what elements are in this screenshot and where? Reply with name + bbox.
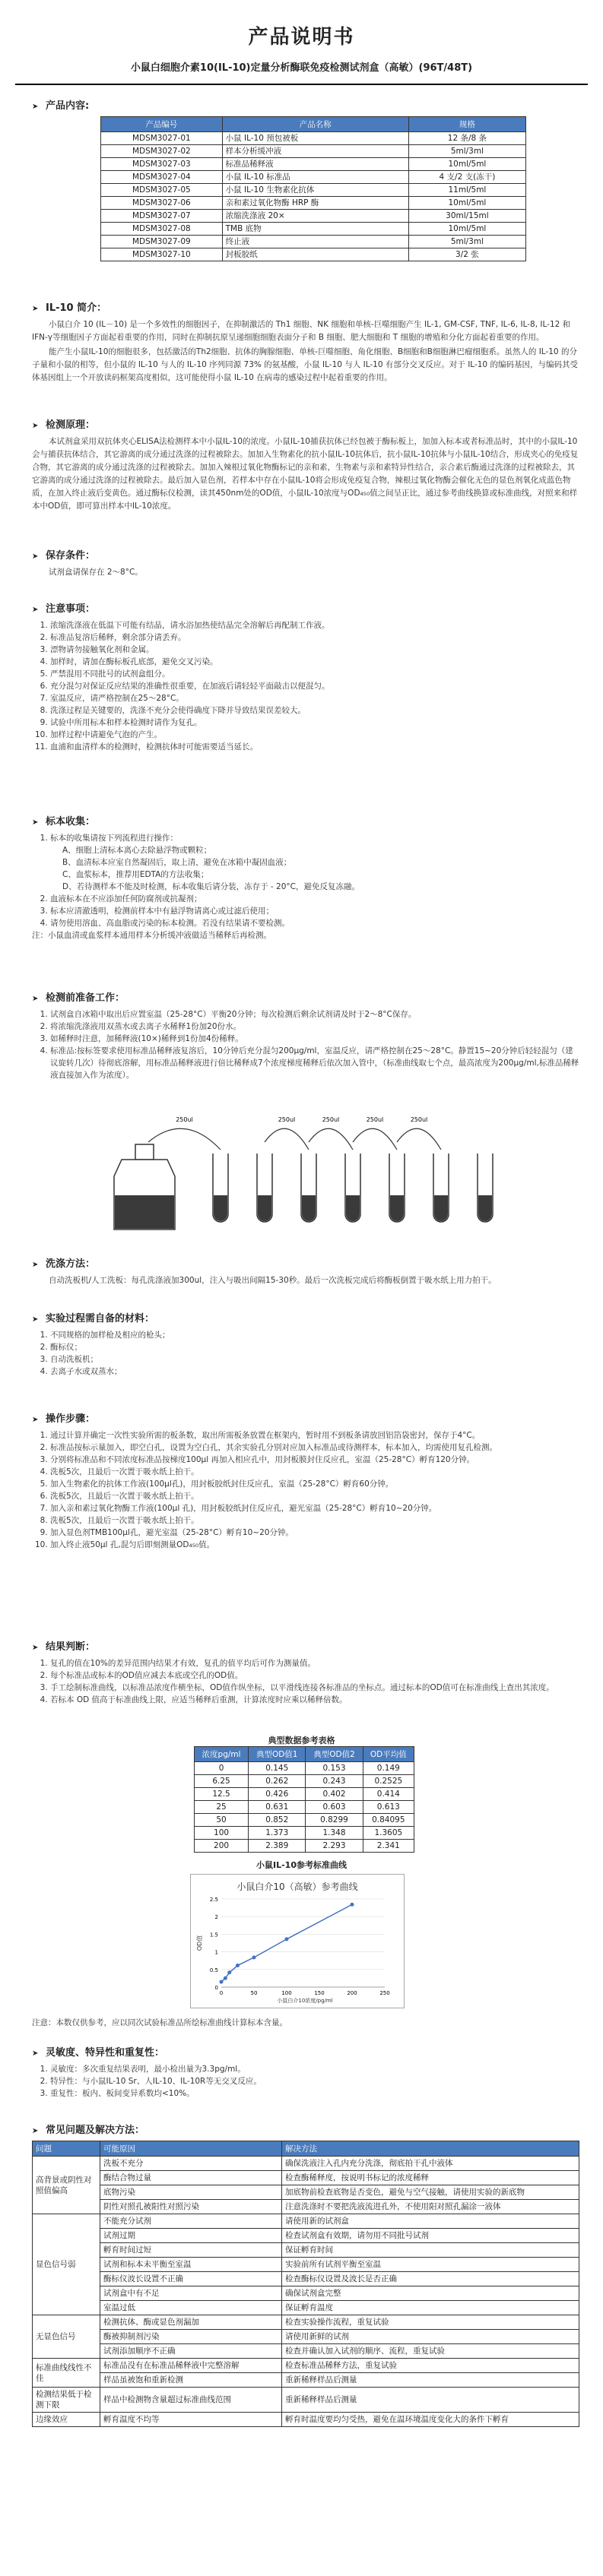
chart-x-tick-label: 0 xyxy=(219,1990,224,1996)
table-cell: 11ml/5ml xyxy=(408,184,525,197)
faq-cause-cell: 不能充分试剂 xyxy=(100,2214,282,2229)
list-item: 1. 标本的收集请按下列流程进行操作： A、细胞上清标本离心去除悬浮物或颗粒； B、血清标本应室自然凝固后，取上清，避免在冰箱中凝固血液； C、血浆标本，推荐用EDTA的方法收集； D、若待测样本不能及时检测，标本收集后请分装，冻存于 - 20°C，避免反复冻融。 xyxy=(50,832,579,893)
arrow-bullet-icon: ➤ xyxy=(32,422,39,430)
table-cell: 小鼠 IL-10 生物素化抗体 xyxy=(222,184,408,197)
storage-heading: ➤ 保存条件： xyxy=(32,550,96,562)
title-divider xyxy=(15,84,588,85)
table-cell: MDSM3027-03 xyxy=(101,158,223,171)
list-item: 3. 重复性：板内、板间变异系数均<10%。 xyxy=(50,2087,579,2100)
principle-paragraph: 本试剂盒采用双抗体夹心ELISA法检测样本中小鼠IL-10的浓度。小鼠IL-10捕获抗体已经包被于酶标板上，加加入标本或者标准品时，其中的小鼠IL-10会与捕获抗体结合，其它游离的成分通过洗涤的过程被除去。加加入生物素化的抗小鼠IL-10抗体后，抗小鼠IL-10抗体与小鼠IL-10结合，形成夹心的免疫复合物，其它游离的成分通过洗涤的过程被除去。加加入辣根过氧化物酶标记的亲和素，生物素与亲和素特异性结合，亲合素后酶通过洗涤的过程被除去，其它游离的成分通过洗涤的过程被除去。最后加入显色剂，若样本中存在小鼠IL-10将会形成免疫复合物，辣根过氧化物酶会催化无色的显色剂氧化成蓝色物质，在加入终止液后变黄色。通过酶标仪检测，读其450nm处的OD值，小鼠IL-10浓度与OD₄₅₀值之间呈正比，通过参考曲线换算或标准曲线，对照来和样本中OD值，即可算出样本中IL-10浓度。 xyxy=(32,437,579,511)
page-title: 产品说明书 xyxy=(248,26,355,49)
table-row xyxy=(101,132,526,145)
table-cell: 样本分析缓冲液 xyxy=(222,145,408,158)
list-item: 6. 充分混匀对保证反应结果的准确性很重要，在加液后请轻轻平面敲击以便混匀。 xyxy=(50,680,579,692)
faq-solution-cell: 重新稀释样品后测量 xyxy=(282,2373,579,2388)
faq-heading: ➤ 常见问题及解决方法： xyxy=(32,2125,145,2136)
collect-list xyxy=(32,832,579,929)
contents-section xyxy=(32,97,579,261)
arrow-bullet-icon: ➤ xyxy=(32,606,39,614)
product-table-header: 规格 xyxy=(408,117,525,132)
faq-problem-cell: 边缘效应 xyxy=(33,2413,100,2427)
list-item: 4. 加样时，请加在酶标板孔底部，避免交叉污染。 xyxy=(50,656,579,668)
list-item: 3. 如稀释时注意，加稀释液(10×)稀释到1份加4份稀释。 xyxy=(50,1033,579,1045)
tube-liquid xyxy=(302,1195,316,1221)
transfer-volume-label: 250ul xyxy=(176,1116,193,1123)
product-table xyxy=(100,116,526,261)
list-item: 3. 标本应清澈透明，检测前样本中有悬浮物请离心或过滤后使用； xyxy=(50,905,579,917)
intro-section xyxy=(32,299,579,386)
faq-cause-cell: 样品虽被饱和重新检测 xyxy=(100,2373,282,2388)
transfer-arrow xyxy=(397,1128,441,1150)
sensitivity-list xyxy=(32,2063,579,2100)
faq-table-header: 可能原因 xyxy=(100,2141,282,2157)
table-row xyxy=(33,2229,579,2243)
table-cell: TMB 底物 xyxy=(222,223,408,236)
table-cell: 1.373 xyxy=(249,1827,306,1840)
table-row xyxy=(33,2157,579,2171)
table-row xyxy=(33,2171,579,2185)
list-item: 2. 特异性：与小鼠IL-10 Sr、人IL-10、IL-10R等无交叉反应。 xyxy=(50,2075,579,2087)
arrow-bullet-icon: ➤ xyxy=(32,818,39,827)
faq-cause-cell: 酶结合物过量 xyxy=(100,2171,282,2185)
arrow-bullet-icon: ➤ xyxy=(32,995,39,1003)
table-row xyxy=(33,2344,579,2359)
table-row xyxy=(101,223,526,236)
table-row xyxy=(33,2388,579,2413)
table-cell: MDSM3027-01 xyxy=(101,132,223,145)
chart-note-wrap xyxy=(32,2017,579,2028)
results-list xyxy=(32,1657,579,1706)
table-row xyxy=(195,1788,414,1801)
table-row xyxy=(195,1775,414,1788)
table-row xyxy=(33,2286,579,2301)
arrow-bullet-icon: ➤ xyxy=(32,1315,39,1324)
faq-cause-cell: 试剂和标本未平衡至室温 xyxy=(100,2258,282,2272)
table-row xyxy=(101,145,526,158)
table-row xyxy=(195,1762,414,1775)
table-row xyxy=(101,197,526,210)
chart-xlabel: 小鼠白介10浓度/pg/ml xyxy=(277,1998,333,2004)
chart-y-tick-label: 0.5 xyxy=(209,1967,218,1973)
faq-solution-cell: 重新稀释样品后测量 xyxy=(282,2388,579,2413)
list-item: 4. 洗板5次，且最后一次置于吸水纸上拍干。 xyxy=(50,1466,579,1478)
faq-solution-cell: 检查实验操作流程，重复试验 xyxy=(282,2315,579,2330)
results-section xyxy=(32,1638,579,1706)
table-cell: MDSM3027-08 xyxy=(101,223,223,236)
table-cell: MDSM3027-09 xyxy=(101,236,223,248)
faq-cause-cell: 孵育温度不均等 xyxy=(100,2413,282,2427)
chart-ylabel: OD值 xyxy=(196,1935,203,1951)
transfer-volume-label: 250ul xyxy=(278,1116,296,1123)
table-row xyxy=(33,2214,579,2229)
table-cell: 5ml/3ml xyxy=(408,236,525,248)
faq-problem-cell: 标准曲线线性不佳 xyxy=(33,2359,100,2388)
std-table-caption: 典型数据参考表格 xyxy=(268,1736,335,1745)
sensitivity-section xyxy=(32,2044,579,2100)
table-row xyxy=(195,1801,414,1814)
contents-heading: ➤ 产品内容: xyxy=(32,100,90,112)
table-row xyxy=(195,1814,414,1827)
table-row xyxy=(33,2243,579,2258)
list-item: 2. 每个标准品或标本的OD值应减去本底或空孔的OD值。 xyxy=(50,1669,579,1682)
table-cell: 5ml/3ml xyxy=(408,145,525,158)
table-cell: 0.262 xyxy=(249,1775,306,1788)
table-row xyxy=(33,2373,579,2388)
transfer-arrow xyxy=(353,1128,397,1150)
arrow-bullet-icon: ➤ xyxy=(32,552,39,561)
faq-solution-cell: 加底物前检查底物是否变色，避免与空气接触，请使用实验的新底物 xyxy=(282,2185,579,2200)
chart-data-point xyxy=(351,1903,354,1907)
table-row xyxy=(33,2301,579,2315)
table-row xyxy=(101,158,526,171)
chart-x-tick-label: 200 xyxy=(347,1990,357,1996)
standard-curve-svg xyxy=(191,1875,404,2008)
faq-cause-cell: 试剂盒中有不足 xyxy=(100,2286,282,2301)
prep-list xyxy=(32,1008,579,1081)
table-row xyxy=(101,248,526,261)
table-row xyxy=(33,2200,579,2214)
transfer-volume-label: 250ul xyxy=(322,1116,340,1123)
chart-y-tick-label: 2.5 xyxy=(209,1897,218,1903)
list-item: 11. 血浦和血清样本的检测时，检测抗体时可能需要适当延长。 xyxy=(50,741,579,753)
list-item: 8. 洗板5次，且最后一次置于吸水纸上拍干。 xyxy=(50,1514,579,1527)
faq-problem-cell: 显色信号弱 xyxy=(33,2214,100,2315)
faq-problem-cell: 高背景或阴性对照值偏高 xyxy=(33,2157,100,2214)
faq-cause-cell: 试剂过期 xyxy=(100,2229,282,2243)
faq-cause-cell: 标准品没有在标准品稀释液中完整溶解 xyxy=(100,2359,282,2373)
table-cell: 0.852 xyxy=(249,1814,306,1827)
chart-y-tick-label: 1.5 xyxy=(209,1932,218,1938)
chart-data-point xyxy=(224,1976,227,1980)
list-item: 5. 加入生物素化的抗体工作液(100μl孔)，用封板胶纸封住反应孔，室温（25-28°C）孵育60分钟。 xyxy=(50,1478,579,1490)
wash-section xyxy=(32,1255,579,1289)
collect-section xyxy=(32,813,579,941)
table-cell: 12.5 xyxy=(195,1788,249,1801)
stock-bottle-icon xyxy=(114,1144,175,1229)
chart-x-tick-label: 50 xyxy=(250,1990,258,1996)
results-heading: ➤ 结果判断： xyxy=(32,1641,96,1653)
table-cell: 12 条/8 条 xyxy=(408,132,525,145)
chart-title: 小鼠白介10（高敏）参考曲线 xyxy=(236,1881,358,1892)
faq-solution-cell: 请使用新鲜的试剂 xyxy=(282,2330,579,2344)
steps-section xyxy=(32,1410,579,1551)
table-cell: 10ml/5ml xyxy=(408,223,525,236)
materials-section xyxy=(32,1310,579,1378)
chart-series-line xyxy=(221,1904,352,1982)
list-item: 2. 酶标仪； xyxy=(50,1341,579,1353)
table-cell: 0.2525 xyxy=(363,1775,414,1788)
table-cell: 终止液 xyxy=(222,236,408,248)
prep-section xyxy=(32,989,579,1081)
arrow-bullet-icon: ➤ xyxy=(32,2127,39,2135)
faq-solution-cell: 检查标准品稀释方法，重复试验 xyxy=(282,2359,579,2373)
table-cell: 0.8299 xyxy=(306,1814,363,1827)
faq-solution-cell: 确保洗液注入孔内充分洗涤，彻底拍干孔中液体 xyxy=(282,2157,579,2171)
list-item: 1. 灵敏度：多次重复结果表明，最小检出量为3.3pg/ml。 xyxy=(50,2063,579,2075)
list-item: 3. 漂物请勿接触氧化剂和金属。 xyxy=(50,644,579,656)
table-cell: 小鼠 IL-10 标准品 xyxy=(222,171,408,184)
table-row xyxy=(101,184,526,197)
table-row xyxy=(33,2413,579,2427)
std-table-header: OD平均值 xyxy=(363,1747,414,1762)
tube-liquid xyxy=(346,1195,360,1221)
table-cell: 10ml/5ml xyxy=(408,197,525,210)
list-item: 10. 加样过程中请避免气泡的产生。 xyxy=(50,729,579,741)
table-row xyxy=(101,236,526,248)
prep-heading: ➤ 检测前准备工作： xyxy=(32,992,125,1004)
list-item: 4. 去离子水或双蒸水； xyxy=(50,1366,579,1378)
sub-list-item: B、血清标本应室自然凝固后，取上清，避免在冰箱中凝固血液； xyxy=(62,858,292,867)
faq-solution-cell: 确保试剂盒完整 xyxy=(282,2286,579,2301)
table-cell: MDSM3027-05 xyxy=(101,184,223,197)
transfer-arrow xyxy=(309,1128,353,1150)
list-item: 3. 分别将标准品和不同浓度标准品按梯度100μl 再加入相应孔中，用封板膜封住反应孔，室温（25-28°C）孵育120分钟。 xyxy=(50,1454,579,1466)
faq-cause-cell: 检测抗体、酶或显色剂漏加 xyxy=(100,2315,282,2330)
storage-text: 试剂盒请保存在 2～8°C。 xyxy=(49,568,143,577)
table-cell: 200 xyxy=(195,1840,249,1853)
faq-cause-cell: 室温过低 xyxy=(100,2301,282,2315)
arrow-bullet-icon: ➤ xyxy=(32,1416,39,1424)
wash-heading: ➤ 洗涤方法： xyxy=(32,1258,96,1270)
tube-liquid xyxy=(258,1195,271,1221)
table-cell: MDSM3027-07 xyxy=(101,210,223,223)
table-cell: 10ml/5ml xyxy=(408,158,525,171)
principle-section xyxy=(32,416,579,514)
table-cell: 3/2 张 xyxy=(408,248,525,261)
list-item: 7. 加入亲和素过氧化物酶工作液(100μl 孔)，用封板胶纸封住反应孔，避光室温（25-28°C）孵育10~20分钟。 xyxy=(50,1502,579,1514)
storage-section xyxy=(32,547,579,581)
table-cell: 0.84095 xyxy=(363,1814,414,1827)
table-cell: 浓缩洗涤液 20× xyxy=(222,210,408,223)
table-cell: 0.145 xyxy=(249,1762,306,1775)
faq-cause-cell: 洗板不充分 xyxy=(100,2157,282,2171)
transfer-volume-label: 250ul xyxy=(366,1116,384,1123)
notes-list xyxy=(32,619,579,753)
faq-cause-cell: 样品中检测物含量超过标准曲线范围 xyxy=(100,2388,282,2413)
product-table-header: 产品名称 xyxy=(222,117,408,132)
list-item: 1. 试剂盒自冰箱中取出后应置室温（25-28°C）平衡20分钟；每次检测后剩余试剂请及时于2～8°C保存。 xyxy=(50,1008,579,1021)
faq-solution-cell: 注意洗涤时不要把洗液流进孔外，不使用阳对照孔漏涂一液体 xyxy=(282,2200,579,2214)
materials-heading: ➤ 实验过程需自备的材料： xyxy=(32,1313,155,1324)
table-cell: 0.631 xyxy=(249,1801,306,1814)
intro-heading: ➤ IL-10 简介： xyxy=(32,302,107,314)
list-item: 3. 手工绘制标准曲线，以标准品浓度作横坐标，OD值作纵坐标，以平滑线连接各标准品的坐标点。通过标本的OD值可在标准曲线上查出其浓度。 xyxy=(50,1682,579,1694)
page-subtitle: 小鼠白细胞介素10(IL-10)定量分析酶联免疫检测试剂盒（高敏）(96T/48T) xyxy=(130,62,473,74)
list-item: 4. 若标本 OD 值高于标准曲线上限，应适当稀释后重测，计算浓度时应乘以稀释倍数。 xyxy=(50,1694,579,1706)
collect-note: 注：小鼠血清或血浆样本通用样本分析缓冲液做适当稀释后再检测。 xyxy=(32,931,271,940)
chart-data-point xyxy=(252,1955,256,1959)
faq-section xyxy=(32,2122,579,2427)
tube-liquid xyxy=(214,1195,227,1221)
table-cell: 0.149 xyxy=(363,1762,414,1775)
table-row xyxy=(33,2315,579,2330)
chart-y-tick-label: 0 xyxy=(214,1985,218,1991)
chart-data-point xyxy=(285,1937,289,1941)
tube-liquid xyxy=(434,1195,448,1221)
faq-cause-cell: 酶标仪波长设置不正确 xyxy=(100,2272,282,2286)
transfer-arrow xyxy=(265,1128,309,1150)
table-cell: 2.389 xyxy=(249,1840,306,1853)
table-cell: 0.402 xyxy=(306,1788,363,1801)
table-cell: 0.243 xyxy=(306,1775,363,1788)
list-item: 9. 加入显色剂TMB100μl孔，避光室温（25-28°C）孵育10~20分钟。 xyxy=(50,1527,579,1539)
standard-curve-chart xyxy=(190,1874,405,2008)
list-item: 1. 浓缩洗涤液在低温下可能有结晶，请水浴加热使结晶完全溶解后再配制工作液。 xyxy=(50,619,579,631)
faq-cause-cell: 试剂添加顺序不正确 xyxy=(100,2344,282,2359)
standard-data-table xyxy=(194,1746,414,1853)
table-cell: 0.414 xyxy=(363,1788,414,1801)
list-item: 4. 标准品:按标签要求使用标准品稀释液复溶后，10分钟后充分混匀200μg/ml，室温反应，请严格控制在25～28°C。静置15~20分钟后轻轻混匀（建议旋转几次）待彻底溶解，用标准品稀释液进行倍比稀释成7个浓度梯度稀释后依次加入管中，（标准曲线取七个点，最高浓度为200μg/ml,标准品稀释液直接加入作为浓度）。 xyxy=(50,1045,579,1081)
table-cell: 小鼠 IL-10 预包被板 xyxy=(222,132,408,145)
faq-cause-cell: 底物污染 xyxy=(100,2185,282,2200)
tube-liquid xyxy=(390,1195,404,1221)
table-row xyxy=(33,2330,579,2344)
chart-x-tick-label: 150 xyxy=(314,1990,325,1996)
table-row xyxy=(33,2359,579,2373)
table-cell: 25 xyxy=(195,1801,249,1814)
list-item: 10. 加入终止液50μl 孔,混匀后即刻测量OD₄₅₀值。 xyxy=(50,1539,579,1551)
faq-cause-cell: 酶被抑制剂污染 xyxy=(100,2330,282,2344)
std-table-header: 浓度pg/ml xyxy=(195,1747,249,1762)
faq-solution-cell: 检查酶标仪设置及波长是否正确 xyxy=(282,2272,579,2286)
table-cell: 0.603 xyxy=(306,1801,363,1814)
intro-paragraph: 能产生小鼠IL-10的细胞很多，包括激活的Th2细胞、抗体的胸腺细胞、单核-巨噬细胞、角化细胞、B细胞和B细胞淋巴瘤细胞系。虽然人的 IL-10 的分子量和小鼠的相等，但小鼠的 IL-10 与人的 IL-10 序列同源 73% 的氨基酸，小鼠 IL-10 与人 IL-10 有部分交叉反应。对于 IL-10 的编码基因，与编码其受体基因组上一个开放读码框架高度相似，这可能使得小鼠 IL-10 在病毒的感染过程中起着重要的作用。 xyxy=(32,347,578,382)
table-cell: 50 xyxy=(195,1814,249,1827)
steps-list xyxy=(32,1429,579,1551)
table-cell: MDSM3027-06 xyxy=(101,197,223,210)
table-cell: 100 xyxy=(195,1827,249,1840)
collect-sublist xyxy=(50,844,579,893)
table-cell: MDSM3027-02 xyxy=(101,145,223,158)
table-cell: 1.348 xyxy=(306,1827,363,1840)
collect-heading: ➤ 标本收集： xyxy=(32,816,96,828)
table-cell: 0.426 xyxy=(249,1788,306,1801)
transfer-volume-label: 250ul xyxy=(410,1116,428,1123)
list-item: 1. 不同规格的加样枪及相应的枪头； xyxy=(50,1329,579,1341)
table-row xyxy=(33,2272,579,2286)
sensitivity-heading: ➤ 灵敏度、特异性和重复性： xyxy=(32,2047,165,2059)
table-row xyxy=(33,2185,579,2200)
faq-cause-cell: 孵育时间过短 xyxy=(100,2243,282,2258)
faq-solution-cell: 检查酶稀释度，按说明书标记的浓度稀释 xyxy=(282,2171,579,2185)
std-table-wrap xyxy=(57,1746,414,1853)
table-cell: 标准品稀释液 xyxy=(222,158,408,171)
faq-solution-cell: 孵育时温度要均匀受热，避免在温环境温度变化大的条件下孵育 xyxy=(282,2413,579,2427)
chart-data-point xyxy=(220,1980,224,1984)
list-item: 2. 将浓缩洗涤液用双蒸水或去离子水稀释1份加20份水。 xyxy=(50,1021,579,1033)
product-table-header: 产品编号 xyxy=(101,117,223,132)
steps-heading: ➤ 操作步骤： xyxy=(32,1413,96,1425)
sub-list-item: A、细胞上清标本离心去除悬浮物或颗粒； xyxy=(62,846,212,855)
chart-x-tick-label: 100 xyxy=(281,1990,292,1996)
table-cell: 4 支/2 支(冻干) xyxy=(408,171,525,184)
table-cell: 0.613 xyxy=(363,1801,414,1814)
table-row xyxy=(195,1840,414,1853)
chart-y-tick-label: 2 xyxy=(214,1914,218,1921)
list-item: 6. 洗板5次，且最后一次置于吸水纸上拍干。 xyxy=(50,1490,579,1502)
wash-paragraph: 自动洗板机/人工洗板：每孔洗涤液加300ul，注入与吸出间隔15-30秒。最后一次洗板完成后将酶板倒置于吸水纸上用力拍干。 xyxy=(49,1276,497,1285)
materials-list xyxy=(32,1329,579,1378)
table-cell: MDSM3027-04 xyxy=(101,171,223,184)
list-item: 5. 严禁混用不同批号的试剂盒组分。 xyxy=(50,668,579,680)
std-table-header: 典型OD值2 xyxy=(306,1747,363,1762)
tube-liquid xyxy=(478,1195,492,1221)
table-row xyxy=(101,171,526,184)
faq-solution-cell: 请使用新的试剂盒 xyxy=(282,2214,579,2229)
chart-caption: 小鼠IL-10参考标准曲线 xyxy=(256,1860,347,1870)
list-item: 8. 洗涤过程是关键要的，洗涤不充分会使得确度下降并导致结果误差较大。 xyxy=(50,704,579,717)
std-table-header: 典型OD值1 xyxy=(249,1747,306,1762)
chart-x-tick-label: 250 xyxy=(379,1990,390,1996)
faq-solution-cell: 检查试剂盒有效期，请勿用不同批号试剂 xyxy=(282,2229,579,2243)
list-item: 1. 复孔的值在10%的差异范围内结果才有效，复孔的值平均后可作为测量值。 xyxy=(50,1657,579,1669)
table-cell: 亲和素过氧化物酶 HRP 酶 xyxy=(222,197,408,210)
table-cell: 2.293 xyxy=(306,1840,363,1853)
list-item: 9. 试验中所用标本和样本检测时请作为复孔。 xyxy=(50,717,579,729)
table-cell: 30ml/15ml xyxy=(408,210,525,223)
arrow-bullet-icon: ➤ xyxy=(32,103,39,111)
table-cell: 2.341 xyxy=(363,1840,414,1853)
notes-section xyxy=(32,600,579,753)
list-item: 4. 请勿使用溶血、高血脂或污染的标本检测。若没有结果请不要检测。 xyxy=(50,917,579,929)
faq-problem-cell: 无显色信号 xyxy=(33,2315,100,2359)
chart-note: 注意：本数仅供参考，应以同次试验标准品所绘标准曲线计算标本含量。 xyxy=(32,2018,287,2027)
chart-data-point xyxy=(236,1964,240,1967)
table-row xyxy=(195,1827,414,1840)
list-item: 2. 标准品复溶后稀释，剩余部分请丢弃。 xyxy=(50,631,579,644)
faq-table xyxy=(32,2141,579,2427)
table-row xyxy=(101,210,526,223)
intro-paragraph: 小鼠白介 10 (IL－10) 是一个多效性的细胞因子，在抑制激活的 Th1 细胞、NK 细胞和单核-巨噬细胞产生 IL-1, GM-CSF, TNF, IL-6, IL-8, IL-12 和 IFN-γ等细胞因子方面起着重要的作用，同时在抑制抗原呈递细胞细胞表面分子和 B 细胞、肥大细胞和 T 细胞的增殖和分化方面起着重要的作用。 xyxy=(32,320,571,342)
sub-list-item: C、血浆标本，推荐用EDTA的方法收集； xyxy=(62,870,209,879)
table-cell: 0.153 xyxy=(306,1762,363,1775)
list-item: 2. 标准品按标示量加入，即空白孔，设置为空白孔，其余实验孔分别对应加入标准品或待测样本，标本加入，均需使用复孔检测。 xyxy=(50,1441,579,1454)
chart-y-tick-label: 1 xyxy=(214,1949,218,1956)
table-cell: 6.25 xyxy=(195,1775,249,1788)
faq-problem-cell: 检测结果低于检测下限 xyxy=(33,2388,100,2413)
table-row xyxy=(33,2258,579,2272)
faq-table-header: 问题 xyxy=(33,2141,100,2157)
sub-list-item: D、若待测样本不能及时检测，标本收集后请分装，冻存于 - 20°C，避免反复冻融。 xyxy=(62,882,360,891)
transfer-arrow xyxy=(148,1128,221,1150)
chart-data-point xyxy=(227,1970,231,1974)
arrow-bullet-icon: ➤ xyxy=(32,1261,39,1269)
table-cell: 封板胶纸 xyxy=(222,248,408,261)
list-item: 3. 自动洗板机； xyxy=(50,1353,579,1366)
faq-solution-cell: 保证孵育时间 xyxy=(282,2243,579,2258)
faq-solution-cell: 实验前所有试剂平衡至室温 xyxy=(282,2258,579,2272)
list-item: 7. 室温反应，请严格控制在25～28°C。 xyxy=(50,692,579,704)
list-item: 2. 血液标本在不应添加任何防腐剂或抗凝剂； xyxy=(50,893,579,905)
list-item: 1. 通过计算并确定一次性实验所需的板条数，取出所需板条放置在框架内，暂时用不到板条请放回铝箔袋密封，保存于4°C。 xyxy=(50,1429,579,1441)
faq-solution-cell: 保证孵育温度 xyxy=(282,2301,579,2315)
table-cell: 1.3605 xyxy=(363,1827,414,1840)
notes-heading: ➤ 注意事项： xyxy=(32,603,96,615)
arrow-bullet-icon: ➤ xyxy=(32,2049,39,2058)
dilution-illustration xyxy=(106,1108,517,1237)
faq-cause-cell: 阴性对照孔被阳性对照污染 xyxy=(100,2200,282,2214)
faq-table-header: 解决方法 xyxy=(282,2141,579,2157)
faq-solution-cell: 检查并确认加入试剂的顺序、流程，重复试验 xyxy=(282,2344,579,2359)
arrow-bullet-icon: ➤ xyxy=(32,1644,39,1652)
arrow-bullet-icon: ➤ xyxy=(32,305,39,313)
table-cell: 0 xyxy=(195,1762,249,1775)
table-cell: MDSM3027-10 xyxy=(101,248,223,261)
principle-heading: ➤ 检测原理： xyxy=(32,419,96,431)
